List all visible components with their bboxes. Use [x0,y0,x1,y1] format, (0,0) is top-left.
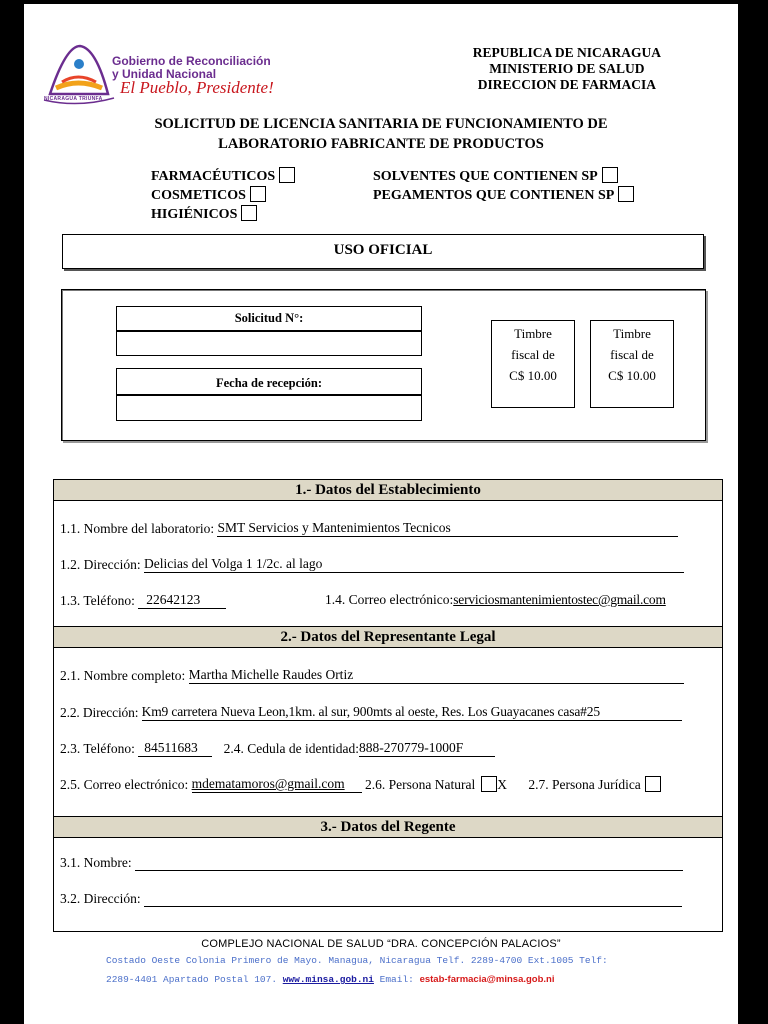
option-farmaceuticos-label: FARMACÉUTICOS [151,169,276,184]
fecha-field[interactable] [116,395,422,421]
logo-line-1: Gobierno de Reconciliación [112,54,271,68]
checkbox-natural-person[interactable] [481,776,497,792]
rep-email-label: 2.5. Correo electrónico: [60,777,189,792]
stamp-1-line-3: C$ 10.00 [509,368,557,383]
option-solventes-label: SOLVENTES QUE CONTIENEN SP [373,169,598,184]
solicitud-number-field[interactable] [116,331,422,356]
stamp-2-line-2: fiscal de [610,347,654,362]
official-use-banner: USO OFICIAL [62,234,704,269]
fiscal-stamp-1 [491,320,575,408]
checkbox-pegamentos[interactable] [618,186,634,202]
solicitud-label: Solicitud N°: [116,306,422,331]
rep-phone-label: 2.3. Teléfono: [60,741,135,756]
stamp-1-line-2: fiscal de [511,347,555,362]
lab-email-label: 1.4. Correo electrónico: [325,592,454,607]
option-cosmeticos [151,186,266,204]
option-higienicos [151,205,257,223]
field-regent-address [60,891,682,907]
official-use-box [61,289,706,441]
fiscal-stamp-2 [590,320,674,408]
option-pegamentos [373,186,634,204]
section-regent [53,816,723,932]
header-republic: REPUBLICA DE NICARAGUA [472,45,661,60]
rep-email-input[interactable] [192,776,362,793]
lab-phone-label: 1.3. Teléfono: [60,593,135,608]
footer-website-link[interactable]: www.minsa.gob.ni [282,974,374,985]
field-regent-name [60,855,683,871]
field-lab-email [325,592,666,608]
field-rep-address [60,704,682,721]
field-rep-phone [60,740,495,757]
checkbox-legal-person[interactable] [645,776,661,792]
rep-address-label: 2.2. Dirección: [60,705,139,720]
field-lab-name [60,520,678,537]
field-lab-phone [60,592,226,609]
legal-person-label: 2.7. Persona Jurídica [528,777,641,792]
lab-phone-value: 22642123 [146,592,201,607]
checkbox-cosmeticos[interactable] [250,186,266,202]
lab-name-value: SMT Servicios y Mantenimientos Tecnicos [217,520,451,535]
section-establishment [53,479,723,627]
header-directorate: DIRECCION DE FARMACIA [477,77,656,92]
document-title [24,114,738,154]
footer-address-line-2 [106,970,666,989]
logo-line-2: y Unidad Nacional [112,67,217,81]
header-institution [473,45,661,93]
footer-email-link[interactable]: estab-farmacia@minsa.gob.ni [419,974,555,985]
field-rep-name [60,667,684,684]
title-line-1: SOLICITUD DE LICENCIA SANITARIA DE FUNCIONAMIENTO DE [154,116,608,132]
logo-slogan: El Pueblo, Presidente! [120,78,274,97]
section-3-title: 3.- Datos del Regente [54,817,722,838]
document-page [24,4,738,1024]
rep-phone-input[interactable] [138,740,212,757]
header-ministry: MINISTERIO DE SALUD [489,61,645,76]
regent-name-label: 3.1. Nombre: [60,855,132,870]
title-line-2: LABORATORIO FABRICANTE DE PRODUCTOS [218,136,544,152]
footer-complex-name: COMPLEJO NACIONAL DE SALUD “DRA. CONCEPCIÓN PALACIOS” [201,938,561,950]
stamp-2-line-3: C$ 10.00 [608,368,656,383]
rep-address-input[interactable] [142,704,682,721]
rep-id-value: 888-270779-1000F [359,740,464,755]
field-lab-address [60,556,684,573]
rep-phone-value: 84511683 [144,740,198,755]
option-solventes [373,167,618,185]
rep-name-value: Martha Michelle Raudes Ortiz [188,667,354,682]
lab-address-value: Delicias del Volga 1 1/2c. al lago [143,556,323,571]
rep-name-input[interactable] [189,667,684,684]
section-legal-representative [53,626,723,817]
natural-person-label: 2.6. Persona Natural [364,777,476,792]
natural-person-mark: X [497,777,507,792]
lab-address-input[interactable] [144,556,684,573]
rep-address-value: Km9 carretera Nueva Leon,1km. al sur, 900mts al oeste, Res. Los Guayacanes casa#25 [141,704,600,719]
section-1-title: 1.- Datos del Establecimiento [54,480,722,501]
fecha-label: Fecha de recepción: [116,368,422,395]
checkbox-farmaceuticos[interactable] [279,167,295,183]
stamp-1-line-1: Timbre [514,326,552,341]
footer-address-line-1: Costado Oeste Colonia Primero de Mayo. Managua, Nicaragua Telf. 2289-4700 Ext.1005 Telf: [106,955,608,966]
rep-email-value: mdematamoros@gmail.com [191,776,345,791]
checkbox-higienicos[interactable] [241,205,257,221]
field-rep-email [60,776,661,793]
option-higienicos-label: HIGIÉNICOS [151,207,238,222]
option-farmaceuticos [151,167,295,185]
regent-address-input[interactable] [144,892,682,907]
footer-email-label: Email: [379,974,414,985]
regent-address-label: 3.2. Dirección: [60,891,141,906]
rep-id-input[interactable] [359,740,495,757]
checkbox-solventes[interactable] [602,167,618,183]
regent-name-input[interactable] [135,856,683,871]
stamp-2-line-1: Timbre [613,326,651,341]
logo-arc-text: NICARAGUA TRIUNFA [44,96,103,102]
lab-name-input[interactable] [217,520,678,537]
lab-name-label: 1.1. Nombre del laboratorio: [60,521,215,536]
lab-address-label: 1.2. Dirección: [60,557,141,572]
footer-address-2: 2289-4401 Apartado Postal 107. [106,974,278,985]
section-2-title: 2.- Datos del Representante Legal [54,627,722,648]
lab-email-value[interactable]: serviciosmantenimientostec@gmail.com [453,592,666,607]
rep-id-label: 2.4. Cedula de identidad: [223,741,360,756]
rep-name-label: 2.1. Nombre completo: [60,668,186,683]
option-cosmeticos-label: COSMETICOS [151,188,246,203]
lab-phone-input[interactable] [138,592,226,609]
footer-address [106,951,666,989]
government-logo [42,42,332,108]
option-pegamentos-label: PEGAMENTOS QUE CONTIENEN SP [373,188,615,203]
